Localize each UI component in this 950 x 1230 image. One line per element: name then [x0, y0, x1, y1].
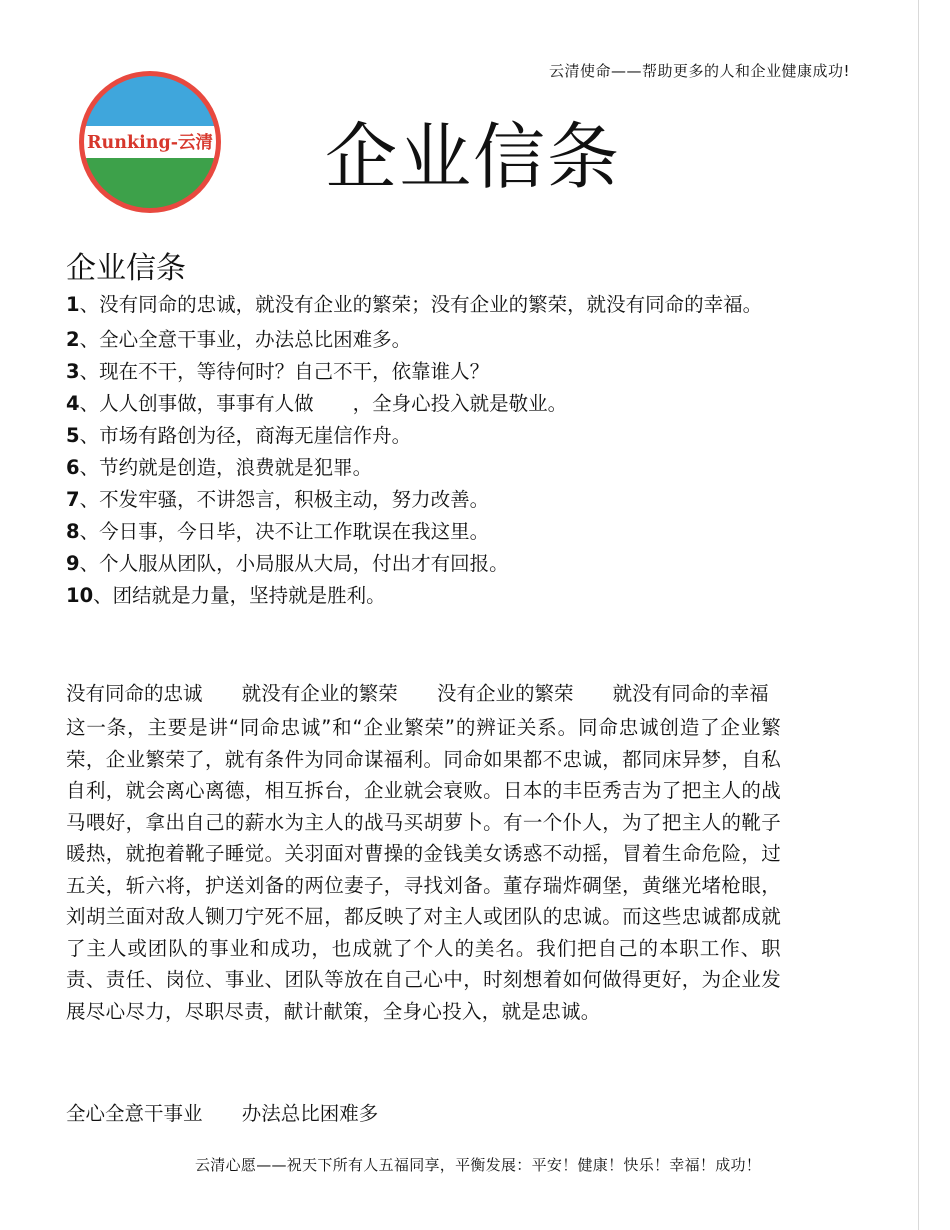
tenet-text: 、今日事，今日毕，决不让工作耽误在我这里。: [79, 520, 490, 543]
tenet-item: [66, 580, 846, 612]
tenet-item: [66, 388, 846, 420]
subheading-part: 就没有企业的繁荣: [241, 682, 398, 705]
subheading-loyalty: [66, 679, 769, 709]
tenet-text: 、个人服从团队，小局服从大局，付出才有回报。: [79, 552, 509, 575]
tenet-item: [66, 452, 846, 484]
runking-logo: [75, 68, 225, 216]
subheading-part: 没有同命的忠诚: [66, 682, 203, 705]
page-title: 企业信条: [325, 115, 622, 199]
tenet-item: [66, 356, 846, 388]
tenet-text: 、不发牢骚，不讲怨言，积极主动，努力改善。: [79, 488, 490, 511]
tenet-text: 、人人创事做，事事有人做 ，全身心投入就是敬业。: [79, 392, 568, 415]
tenet-item: [66, 484, 846, 516]
tenet-text: 、没有同命的忠诚，就没有企业的繁荣；没有企业的繁荣，就没有同命的幸福。: [79, 293, 763, 316]
tenet-item: [66, 420, 846, 452]
footer-wish-text: 云清心愿——祝天下所有人五福同享，平衡发展：平安！健康！快乐！幸福！成功！: [195, 1156, 762, 1174]
tenet-number: 5: [66, 424, 80, 447]
section-heading: 企业信条: [66, 251, 186, 286]
tenet-number: 3: [66, 360, 80, 383]
tenet-number: 2: [66, 328, 80, 351]
subheading-part: 就没有同命的幸福: [612, 682, 769, 705]
body-paragraph: 这一条，主要是讲“同命忠诚”和“企业繁荣”的辨证关系。同命忠诚创造了企业繁荣，企业繁荣了，就有条件为同命谋福利。同命如果都不忠诚，都同床异梦，自私自利，就会离心离德，相互拆台，企业就会衰败。日本的丰臣秀吉为了把主人的战马喂好，拿出自己的薪水为主人的战马买胡萝卜。有一个仆人，为了把主人的靴子暖热，就抱着靴子睡觉。关羽面对曹操的金钱美女诱惑不动摇，冒着生命危险，过五关，斩六将，护送刘备的两位妻子，寻找刘备。董存瑞炸碉堡，黄继光堵枪眼，刘胡兰面对敌人铡刀宁死不屈，都反映了对主人或团队的忠诚。而这些忠诚都成就了主人或团队的事业和成功，也成就了个人的美名。我们把自己的本职工作、职责、责任、岗位、事业、团队等放在自己心中，时刻想着如何做得更好，为企业发展尽心尽力，尽职尽责，献计献策，全身心投入，就是忠诚。: [66, 716, 781, 1023]
tenet-number: 1: [66, 293, 80, 316]
header-mission-text: 云清使命——帮助更多的人和企业健康成功!: [548, 62, 850, 80]
tenet-number: 9: [66, 552, 80, 575]
tenet-number: 10: [66, 584, 94, 607]
tenet-text: 、全心全意干事业，办法总比困难多。: [79, 328, 412, 351]
logo-text: Runking-云清: [87, 133, 213, 153]
tenet-item: [66, 516, 846, 548]
tenet-number: 7: [66, 488, 80, 511]
tenet-number: 8: [66, 520, 80, 543]
tenet-item: [66, 548, 846, 580]
subheading-part: 办法总比困难多: [241, 1102, 379, 1125]
tenet-number: 4: [66, 392, 80, 415]
subheading-part: 全心全意干事业: [66, 1102, 203, 1125]
tenet-number: 6: [66, 456, 80, 479]
tenet-text: 、市场有路创为径，商海无崖信作舟。: [79, 424, 412, 447]
tenet-text: 、现在不干，等待何时？自己不干，依靠谁人？: [79, 360, 490, 383]
tenet-text: 、团结就是力量，坚持就是胜利。: [93, 584, 386, 607]
subheading-dedication: [66, 1099, 378, 1129]
tenet-item: [66, 290, 846, 320]
subheading-part: 没有企业的繁荣: [436, 682, 574, 705]
tenet-item: [66, 324, 846, 356]
tenet-list: [66, 290, 846, 612]
page-edge-rule: [918, 0, 919, 1230]
tenet-text: 、节约就是创造，浪费就是犯罪。: [79, 456, 373, 479]
